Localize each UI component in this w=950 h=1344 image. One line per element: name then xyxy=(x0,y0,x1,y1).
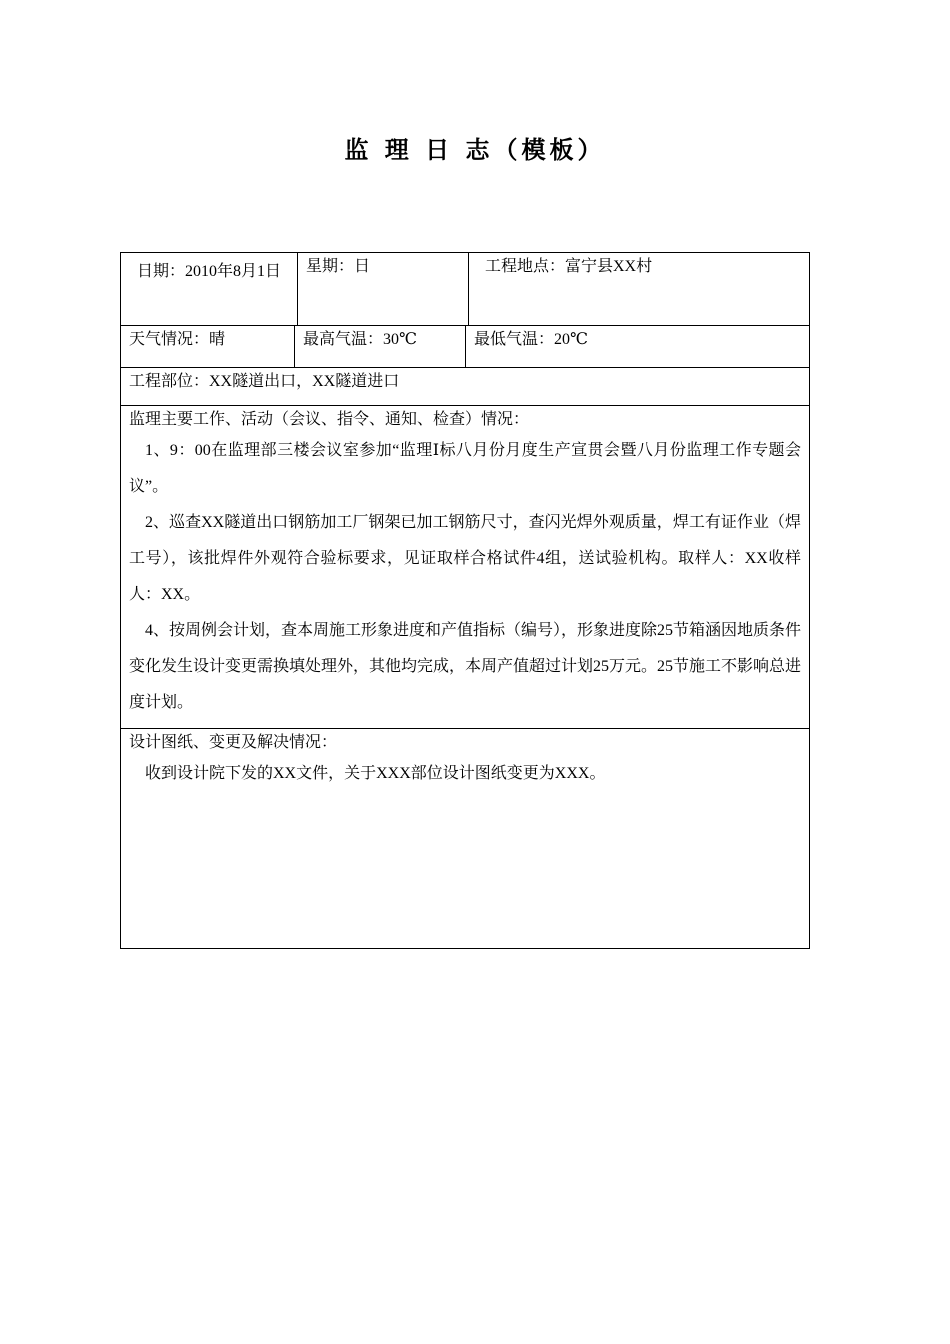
table-row-weather xyxy=(121,326,809,368)
work-cell xyxy=(121,406,809,728)
max-temp-cell: 最高气温：30℃ xyxy=(294,326,465,367)
weekday-cell: 星期：日 xyxy=(297,253,468,325)
date-cell: 日期：2010年8月1日 xyxy=(136,263,281,280)
design-text: 收到设计院下发的XX文件，关于XXX部位设计图纸变更为XXX。 xyxy=(145,765,606,782)
work-item-1: 1、9：00在监理部三楼会议室参加“监理Ⅰ标八月份月度生产宣贯会暨八月份监理工作专题会议”。 xyxy=(129,442,801,495)
table-row-design xyxy=(121,729,809,948)
supervision-log-table xyxy=(120,252,810,949)
weather-cell: 天气情况：晴 xyxy=(129,331,226,348)
location-cell: 工程地点：富宁县XX村 xyxy=(468,253,809,325)
work-item-2: 2、巡查XX隧道出口钢筋加工厂钢架已加工钢筋尺寸，查闪光焊外观质量，焊工有证作业（焊工号），该批焊件外观符合验标要求，见证取样合格试件4组，送试验机构。取样人：XX收样人：XX。 xyxy=(129,514,801,603)
min-temp-cell: 最低气温：20℃ xyxy=(465,326,809,367)
table-row-work xyxy=(121,406,809,729)
work-heading: 监理主要工作、活动（会议、指令、通知、检查）情况： xyxy=(129,411,530,428)
table-row-date xyxy=(121,253,809,326)
page-title: 监 理 日 志（模板） xyxy=(344,136,606,164)
table-row-project-part xyxy=(121,368,809,406)
work-item-3: 4、按周例会计划，查本周施工形象进度和产值指标（编号），形象进度除25节箱涵因地质条件变化发生设计变更需换填处理外，其他均完成，本周产值超过计划25万元。25节施工不影响总进度计划。 xyxy=(129,622,802,711)
design-heading: 设计图纸、变更及解决情况： xyxy=(129,734,338,751)
project-part-cell: 工程部位：XX隧道出口，XX隧道进口 xyxy=(129,373,400,390)
design-cell xyxy=(121,729,809,948)
